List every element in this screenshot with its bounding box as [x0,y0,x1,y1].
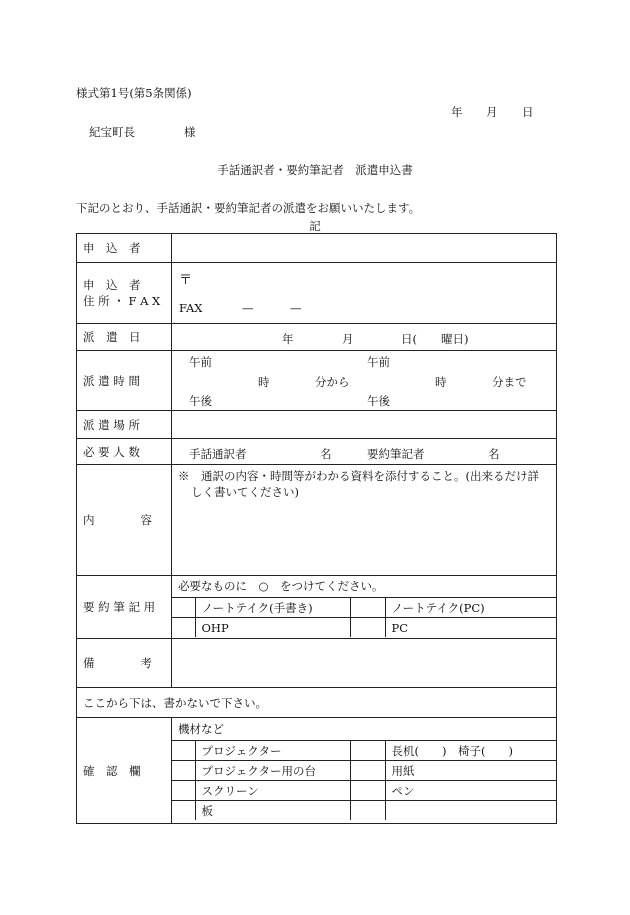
am-2: 午前 [367,355,390,369]
field-place[interactable] [172,411,557,439]
equipment-table [172,740,556,820]
field-applicant[interactable] [172,234,557,263]
eq2-checkbox[interactable] [350,741,385,761]
field-content[interactable] [172,465,557,576]
label-remarks: 備 考 [83,656,152,670]
tool4-label: PC [385,618,556,638]
label-needed: 必 要 人 数 [83,444,140,459]
label-dispatch-time: 派 遣 時 間 [83,373,140,388]
eq3-label: プロジェクター用の台 [195,761,350,781]
eq7-label: 板 [195,801,350,821]
am-1: 午前 [189,355,212,369]
tool2-checkbox[interactable] [350,598,385,618]
tools-table [172,597,556,637]
eq1-checkbox[interactable] [172,741,195,761]
application-form-table [76,233,557,824]
row-address [77,263,557,324]
date-year: 年 [451,105,463,119]
dd-month: 月 [342,332,354,346]
eq4-checkbox[interactable] [350,761,385,781]
row-dispatch-date [77,324,557,351]
content-note-2: しく書いてください) [191,485,299,499]
ki-label: 記 [309,219,321,233]
equipment-label: 機材など [178,722,224,736]
summarizer-label: 要約筆記者 [367,447,425,461]
date-month: 月 [486,105,498,119]
intro-text: 下記のとおり、手話通訳・要約筆記者の派遣をお願いいたします。 [76,201,421,215]
honorific: 様 [184,125,196,139]
label-place: 派 遣 場 所 [83,417,140,432]
tool1-label: ノートテイク(手書き) [195,598,350,618]
eq3-checkbox[interactable] [172,761,195,781]
row-needed [77,439,557,465]
label-summary-tools: 要 約 筆 記 用 [83,600,156,614]
eq5-checkbox[interactable] [172,781,195,801]
fax-label: FAX [179,301,203,315]
fax-dash-1: — [242,301,254,315]
row-summary-tools [77,576,557,639]
persons-1: 名 [320,447,332,461]
field-dispatch-date[interactable] [172,324,557,351]
postal-mark: 〒 [179,273,193,288]
field-confirm [172,718,557,824]
content-note-1: ※ 通訳の内容・時間等がわかる資料を添付すること。(出来るだけ詳 [178,469,539,483]
addressee: 紀宝町長 [89,125,135,139]
label-dispatch-date: 派 遣 日 [83,330,141,344]
date-day: 日 [522,105,534,119]
eq1-label: プロジェクター [195,741,350,761]
label-content: 内 容 [83,513,152,527]
row-confirm [77,718,557,824]
row-applicant [77,234,557,263]
hour-2: 時 [435,375,447,389]
row-place [77,411,557,439]
dd-day: 日( [401,332,417,346]
field-needed[interactable] [172,439,557,465]
tool3-label: OHP [195,618,350,638]
persons-2: 名 [488,447,500,461]
form-number: 様式第1号(第5条関係) [76,86,192,100]
pm-2: 午後 [367,394,390,408]
eq5-label: スクリーン [195,781,350,801]
eq7-checkbox[interactable] [172,801,195,821]
label-confirm: 確 認 欄 [83,763,141,778]
row-remarks [77,639,557,688]
page-title: 手話通訳者・要約筆記者 派遣申込書 [217,163,413,177]
row-dispatch-time [77,351,557,411]
label-address: 申 込 者 住 所 ・ F A X [83,278,161,308]
tool3-checkbox[interactable] [172,618,195,638]
eq8-checkbox[interactable] [350,801,385,821]
row-content [77,465,557,576]
tool4-checkbox[interactable] [350,618,385,638]
until-text: 分まで [492,375,527,389]
below-note: ここから下は、書かないで下さい。 [77,688,557,718]
dd-weekday: 曜日) [441,332,469,346]
row-below-note [77,688,557,718]
interpreter-label: 手話通訳者 [189,447,247,461]
dd-year: 年 [282,332,294,346]
field-dispatch-time[interactable] [172,351,557,411]
eq2-label: 長机( ) 椅子( ) [385,741,556,761]
tool2-label: ノートテイク(PC) [385,598,556,618]
tool1-checkbox[interactable] [172,598,195,618]
from-text: 分から [315,375,350,389]
field-summary-tools [172,576,557,639]
field-address[interactable] [172,263,557,324]
label-applicant: 申 込 者 [83,241,141,255]
circle-note: 必要なものに ○ をつけてください。 [178,579,384,593]
field-remarks[interactable] [172,639,557,688]
eq6-checkbox[interactable] [350,781,385,801]
eq6-label: ペン [385,781,556,801]
eq8-label [385,801,556,821]
eq4-label: 用紙 [385,761,556,781]
pm-1: 午後 [189,394,212,408]
hour-1: 時 [258,375,270,389]
fax-dash-2: — [290,301,302,315]
